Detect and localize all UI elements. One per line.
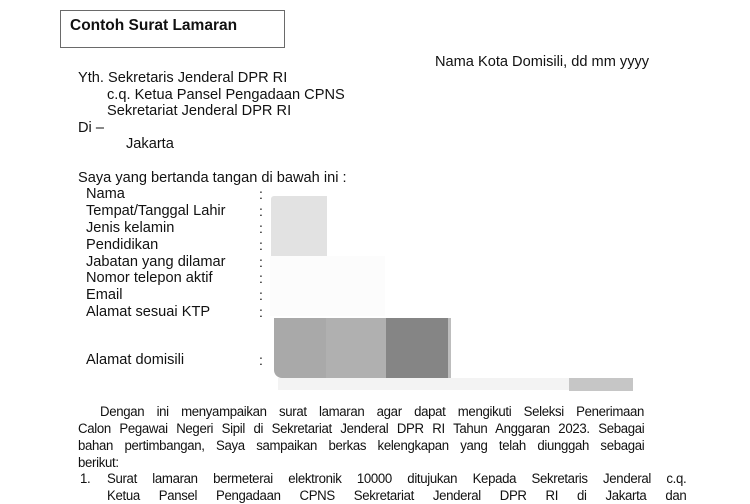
field-colon: : [259, 186, 263, 202]
recipient-line-3: Sekretariat Jenderal DPR RI [107, 103, 292, 119]
redacted-faint-strip [278, 378, 578, 390]
redacted-personal-data [271, 196, 327, 256]
body-line-2: Calon Pegawai Negeri Sipil di Sekretariat Jenderal DPR RI Tahun Anggaran 2023. Sebagai [78, 421, 645, 437]
place-date: Nama Kota Domisili, dd mm yyyy [435, 54, 650, 70]
field-colon: : [259, 287, 263, 303]
field-label-tempat-tanggal-lahir: Tempat/Tanggal Lahir [86, 203, 226, 219]
list-item-1-line-1: Surat lamaran bermeterai elektronik 10000 ditujukan Kepada Sekretaris Jenderal c.q. [107, 471, 687, 487]
field-label-alamat-ktp: Alamat sesuai KTP [86, 304, 211, 320]
recipient-line-4: Di – [78, 120, 104, 136]
recipient-line-2: c.q. Ketua Pansel Pengadaan CPNS [107, 87, 345, 103]
recipient-line-1: Yth. Sekretaris Jenderal DPR RI [78, 70, 288, 86]
field-colon: : [259, 270, 263, 286]
recipient-city: Jakarta [126, 136, 174, 152]
field-label-nama: Nama [86, 186, 125, 202]
body-line-1: Dengan ini menyampaikan surat lamaran agar dapat mengikuti Seleksi Penerimaan [100, 404, 645, 420]
list-item-1-line-2: Ketua Pansel Pengadaan CPNS Sekretariat Jenderal DPR RI di Jakarta dan [107, 488, 687, 504]
redacted-address-block-3 [386, 318, 448, 378]
field-colon: : [259, 352, 263, 368]
field-label-nomor-telepon: Nomor telepon aktif [86, 270, 213, 286]
list-number: 1. [80, 471, 91, 487]
document-title-box [60, 10, 285, 48]
redacted-address-block-2 [326, 318, 386, 378]
field-label-alamat-domisili: Alamat domisili [86, 352, 185, 368]
redacted-address-block-1 [274, 318, 326, 378]
field-label-jenis-kelamin: Jenis kelamin [86, 220, 175, 236]
field-colon: : [259, 304, 263, 320]
document-title: Contoh Surat Lamaran [70, 17, 238, 34]
field-label-pendidikan: Pendidikan [86, 237, 159, 253]
body-line-4: berikut: [78, 455, 119, 471]
intro-text: Saya yang bertanda tangan di bawah ini : [78, 170, 347, 186]
redacted-small-block [569, 378, 633, 391]
field-colon: : [259, 237, 263, 253]
body-line-3: bahan pertimbangan, Saya sampaikan berkas kelengkapan yang telah diunggah sebagai [78, 438, 645, 454]
field-colon: : [259, 220, 263, 236]
field-label-email: Email [86, 287, 123, 303]
redacted-faint-block [270, 256, 385, 316]
field-colon: : [259, 254, 263, 270]
redacted-address-edge [448, 318, 451, 378]
field-label-jabatan: Jabatan yang dilamar [86, 254, 226, 270]
field-colon: : [259, 203, 263, 219]
